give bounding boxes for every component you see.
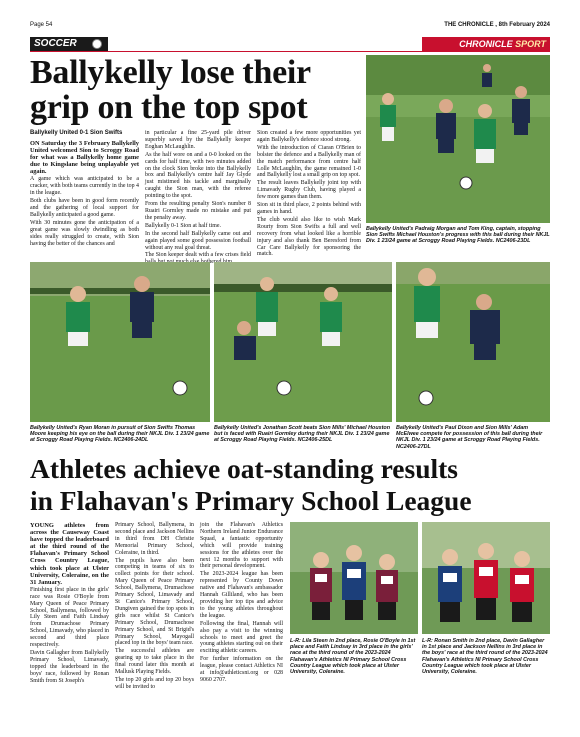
headline-athletes [30,453,550,517]
headline-line-1: Ballykelly lose their [30,54,311,91]
paragraph: The 2023-2024 league has been represented by County Down native and Flahavan's ambassador Hannah Gilliland, who has been providing her top tips and advice to the young athletes throughout the league. [200,571,283,619]
paragraph: From the resulting penalty Sion's number 8 Ruairi Gormley made no mistake and put the penalty away. [145,201,251,221]
caption-girls-photo: L-R: Lila Steen in 2nd place, Rosie O'Boyle in 1st place and Faith Lindsay in 3rd place in the girls' race at the third round of the 2023-2024 Flahavan's Athletics NI Primary School Cross Country League which took place at Ulster University, Coleraine. [290,638,416,676]
photo-dixon-mcelwee [396,262,550,422]
page-header-line [30,22,550,32]
paragraph: With 30 minutes gone the anticipation of a great game was slowly dwindling as both sides really struggled to create, with Sion having the better of the chances and [30,219,139,247]
caption-right-photo: Ballykelly United's Paul Dixon and Sion Mills' Adam McElwee compete for possession of this ball during their NKJL Div. 1 23/24 game at Scroggy Road Playing Fields. NC2406-27DL [396,425,543,450]
chronicle-label: CHRONICLE [459,39,513,49]
photo-girls-podium [290,522,418,634]
paragraph: Davin Gallagher from Ballykelly Primary School, Limavady, topped the leaderboard in the boys' race, followed by Ronan Smith from St Joseph's [30,650,109,684]
caption-left-photo: Ballykelly United's Ryan Moran in pursuit of Sion Swifts Thomas Moore keeping his eye on the ball during their NKJL Div. 1 23/24 game at Scroggy Road Playing Fields. NC2406-24DL [30,425,210,444]
paragraph: join the Flahavan's Athletics Northern Ireland Junior Endurance Squad, a fantastic opportunity which will provide training sessions for the athletes over the next 12 months to support with their personal development. [200,522,283,570]
paragraph: Sion created a few more opportunities yet again Ballykelly's defence stood strong. [257,130,361,143]
headline-line-2: in Flahavan's Primary School League [30,485,472,516]
soccer-label: SOCCER [34,38,77,49]
paper-date: THE CHRONICLE , 8th February 2024 [444,22,550,28]
headline-line-1: Athletes achieve oat-standing results [30,453,459,484]
paragraph: The top 20 girls and top 20 boys will be invited to [115,676,194,690]
section-label-chronicle-sport [422,37,550,51]
story2-column-1 [30,522,109,722]
paragraph: in particular a fine 25-yard pile driver superbly saved by the Ballykelly keeper Eoghan McLaughlin. [145,130,251,150]
paragraph: Both clubs have been in good form recently and the gathering of local support for Ballykelly anticipated a good game. [30,198,139,218]
paragraph: The club would also like to wish Mark Rourty from Sion Swifts a full and well recovery from what looked like a horrible injury and also thank Ben Beresford from Car Care Ballykelly for sponsoring the match. [257,216,361,258]
sport-label: SPORT [515,39,546,49]
paragraph: The result leaves Ballykelly joint top with Limavady Rugby Club, having played a few more games than them. [257,180,361,201]
paragraph: Following the final, Hannah will also pay a visit to the winning schools to meet and greet the young athletes starting out on their exciting athletic careers. [200,620,283,655]
paragraph: The successful athletes are gearing up to take place in the final round later this month at Mallusk Playing Fields. [115,648,194,676]
paragraph: A game which was anticipated to be a cracker, with both teams currently in the top 4 in the league. [30,176,139,197]
paragraph: The Sion keeper dealt with a few crises field bothered [145,252,251,266]
paragraph: For further information on the league, please contact Athletics NI at info@athleticsni.org or 028 9060 2707. [200,656,283,683]
paragraph: In the second half Ballykelly came out and again played some good possession football without any real goal threat. [145,230,251,251]
story1-column-1 [30,140,139,257]
paragraph: Finishing first place in the girls' race was Rosie O'Boyle from Mary Queen of Peace Primary School, Ballymena, followed by Lily Steen and Faith Lindsay from Drumachose Primary School, Limavady, who placed in second and third place respectively. [30,586,109,649]
headline-line-2: grip on the top spot [30,89,308,126]
section-label-soccer [30,37,108,51]
story1-column-2 [145,130,251,266]
paragraph: As the half wore on and a 0-0 looked on the cards for half time, with two minutes added on the clock Sion broke into the Ballykelly box and Ballykelly's centre half Jay Glyde just mistimed his tackle and marginally caught the Sion man, with the referee pointing to the spot. [145,151,251,200]
paragraph: Sion sit in third place, 2 points behind with games in hand. [257,202,361,215]
caption-mid-photo: Ballykelly United's Jonathan Scott beats Sion Mills' Michael Houston but is faced with Ruairi Gormley during their NKJL Div. 1 23/24 game at Scroggy Road Playing Fields. NC2406-25DL [214,425,390,444]
page-number: Page 54 [30,22,53,28]
caption-main-photo: Ballykelly United's Padraig Morgan and Tom King, captain, stopping Sion Swifts Michael Houston's progress with this ball during their NKJL Div. 1 23/24 game at Scroggy Road Playing Fields. NC2406-23DL [366,226,550,245]
headline-ballykelly [30,55,360,125]
photo-main-match [366,55,550,223]
match-result-byline: Ballykelly United 0-1 Sion Swifts [30,130,123,136]
story2-column-3 [200,522,283,722]
photo-boys-podium [422,522,550,634]
story2-column-2 [115,522,194,722]
story1-lede: ON Saturday the 3 February Ballykelly United welcomed Sion to Scroggy Road for what was a Ballykelly home game due to Kingslane being unplayable yet again. [30,140,139,176]
paragraph: Primary School, Ballymena, in second place and Jackson Nellins in third from DH Christie Memorial Primary School, Coleraine, in third. [115,522,194,556]
photo-moran-moore [30,262,210,422]
section-bar [30,37,550,52]
story2-lede: YOUNG athletes from across the Causeway Coast have topped the leaderboard at the third round of the Flahavan's Primary School Cross Country League, which took place at Ulster University, Coleraine, on the 31 January. [30,522,109,586]
paragraph: The pupils have also been competing in teams of six to collect points for their school. Mary Queen of Peace Primary School, Ballymena, Drumachose Primary School, Limavady and St Canice's Primary School, Dungiven gained the top spots in girls race whilst St Canice's Primary School, Drumachose Primary School, and St Brigid's Primary School, Mayogall placed top in the boys' team race. [115,557,194,647]
caption-boys-photo: L-R: Ronan Smith in 2nd place, Davin Gallagher in 1st place and Jackson Nellins in 3rd place in the boys' race at the third round of the 2023-2024 Flahavan's Athletics NI Primary School Cross Country League which took place at Ulster University, Coleraine. [422,638,548,676]
football-icon [92,39,102,49]
photo-scott-houston [214,262,392,422]
paragraph: Ballykelly 0-1 Sion at half time. [145,222,221,229]
paragraph: With the introduction of Ciaran O'Brien to bolster the defence and a Ballykelly man of the match performance from centre half Lolle McLaughlin, the game remained 1-0 and Ballykelly lost a small grip on top spot. [257,144,361,179]
story1-column-3 [257,130,361,257]
